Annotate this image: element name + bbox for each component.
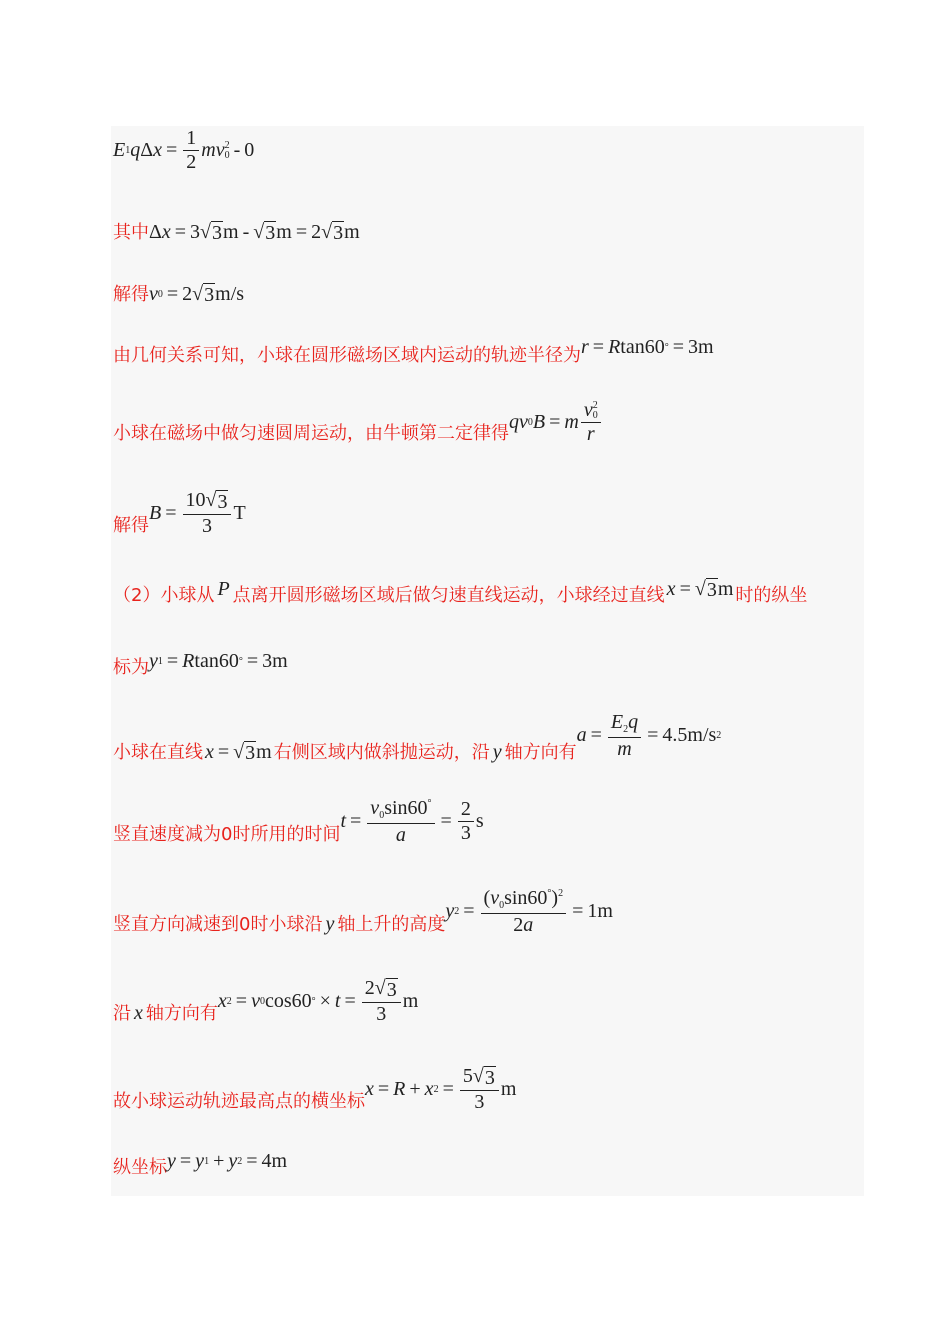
part2-line: （2）小球从 P 点离开圆形磁场区域后做匀速直线运动，小球经过直线 x = √ 3 m 时的纵坐 xyxy=(113,578,808,606)
math-y-axis-2: y xyxy=(325,912,335,935)
text-zongzuobiao: 纵坐标 xyxy=(113,1157,167,1178)
math-x-axis: x xyxy=(134,1002,143,1024)
max-y-line: 纵坐标 y = y 1 + y 2 = 4m xyxy=(113,1150,288,1178)
v0-result-line: 解得 v 0 = 2 √ 3 m/s xyxy=(113,280,244,306)
newton-line: 小球在磁场中做匀速圆周运动，由牛顿第二定律得 qv 0 B = m v 2 0 r xyxy=(113,400,603,445)
b-result-line: 解得 B = 10√ 3 3 T xyxy=(113,489,246,537)
math-p: P xyxy=(217,578,230,600)
text-part2-b: 点离开圆形磁场区域后做匀速直线运动，小球经过直线 xyxy=(232,585,665,606)
text-zhoufangxiang: 轴方向有 xyxy=(145,1003,218,1024)
text-jiede-1: 解得 xyxy=(113,284,149,305)
text-geometry: 由几何关系可知，小球在圆形磁场区域内运动的轨迹半径为 xyxy=(113,345,581,366)
height-line: 竖直方向减速到0时小球沿 y 轴上升的高度 y 2 = $\frac{(v_0\sin 60^\circ)^2}{2a}$ = 1m xyxy=(113,887,613,936)
text-time: 竖直速度减为0时所用的时间 xyxy=(113,823,341,845)
text-part2-a: （2）小球从 xyxy=(113,585,215,606)
delta-x-line: 其中 Δ x = 3 √ 3 m - √ 3 m = 2 √ 3 m xyxy=(113,218,360,244)
time-line: 竖直速度减为0时所用的时间 t = $\frac{v_0\sin 60^\circ}{a}$ = $\frac{2}{3}$ s xyxy=(113,797,484,846)
text-height-a: 竖直方向减速到0时小球沿 xyxy=(113,913,323,935)
acceleration-line: 小球在直线 x = √ 3 m 右侧区域内做斜抛运动，沿 y 轴方向有 a = $\frac{E_2q}{m}$ = 4.5m/s 2 xyxy=(113,711,722,764)
y1-line: 标为 y 1 = R tan60 ° = 3m xyxy=(113,650,288,678)
math-y-axis: y xyxy=(492,740,502,763)
text-qizhong: 其中 xyxy=(113,222,149,243)
max-x-line: 故小球运动轨迹最高点的横坐标 x = R + x 2 = 5√ 3 3 m xyxy=(113,1065,517,1113)
text-yan: 沿 xyxy=(113,1003,131,1024)
text-part2-c: 时的纵坐 xyxy=(735,585,808,606)
text-biaowei: 标为 xyxy=(113,657,149,678)
text-max-x: 故小球运动轨迹最高点的横坐标 xyxy=(113,1091,365,1112)
radius-line: 由几何关系可知，小球在圆形磁场区域内运动的轨迹半径为 r = R tan60 ° = 3m xyxy=(113,336,714,366)
text-height-b: 轴上升的高度 xyxy=(337,913,446,935)
x2-line: 沿 x 轴方向有 x 2 = v 0 cos60 ° × t = 2√ 3 3 m xyxy=(113,977,419,1025)
text-accel-a: 小球在直线 xyxy=(113,741,203,763)
equation-energy: E 1 q Δ x = $\frac{1}{2}$ mv 2 0 - 0 xyxy=(113,127,255,173)
text-accel-b: 右侧区域内做斜抛运动，沿 xyxy=(273,741,490,763)
text-newton: 小球在磁场中做匀速圆周运动，由牛顿第二定律得 xyxy=(113,423,509,445)
text-jiede-2: 解得 xyxy=(113,515,149,536)
text-accel-c: 轴方向有 xyxy=(504,741,577,763)
